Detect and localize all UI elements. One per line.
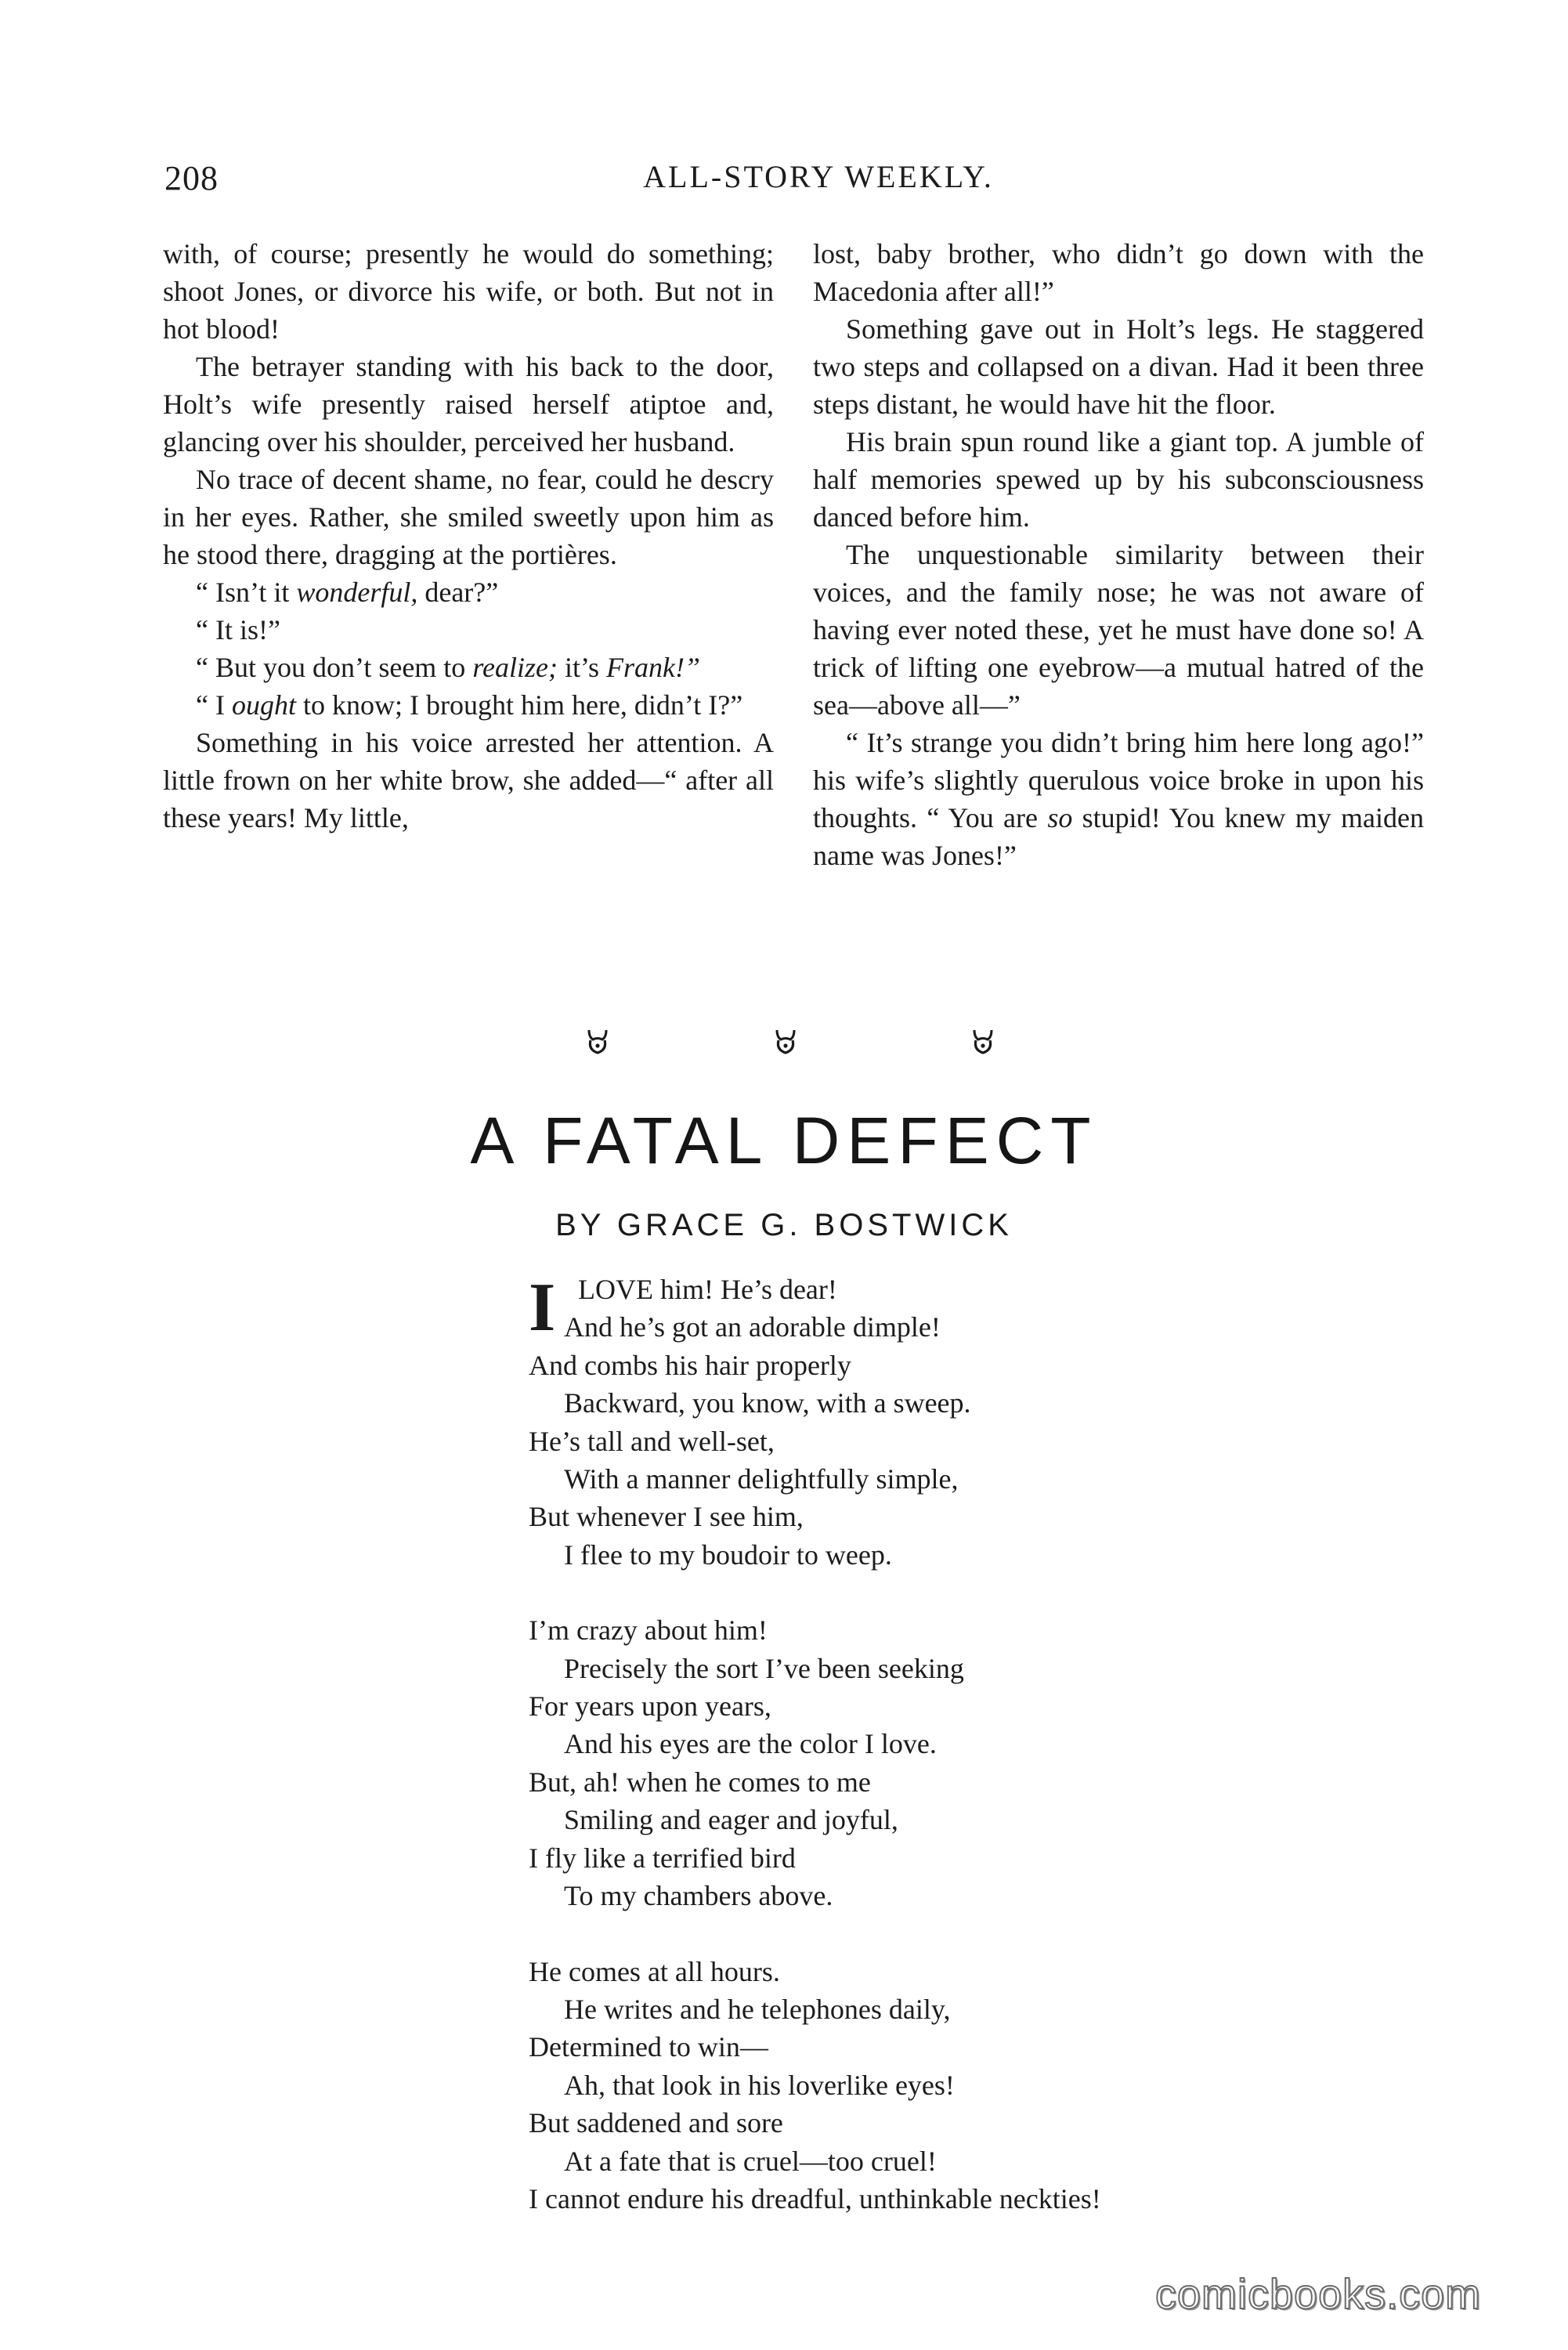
- poem-line: And combs his hair properly: [529, 1349, 851, 1381]
- poem-line: And his eyes are the color I love.: [564, 1728, 937, 1760]
- ornament-icon: [971, 1028, 995, 1054]
- poem-line: And he’s got an adorable dimple!: [564, 1311, 941, 1343]
- poem-line: Backward, you know, with a sweep.: [564, 1387, 971, 1419]
- poem-line: I fly like a terrified bird: [529, 1842, 796, 1874]
- poem-byline: BY GRACE G. BOSTWICK: [555, 1208, 1013, 1242]
- story-column-right: [813, 235, 1424, 874]
- poem-line: He writes and he telephones daily,: [564, 1993, 951, 2025]
- dialogue-text: it’s: [557, 652, 606, 683]
- poem-line: But saddened and sore: [529, 2107, 783, 2139]
- ornament-icon: [774, 1028, 797, 1054]
- poem-line: LOVE him! He’s dear!: [578, 1274, 837, 1305]
- poem-line: Ah, that look in his loverlike eyes!: [564, 2069, 955, 2101]
- story-column-left: [163, 235, 774, 837]
- story-paragraph: [163, 649, 774, 686]
- story-paragraph: Something in his voice arrested her attention. A little frown on her white brow, she added—“ after all these years! My little,: [163, 727, 774, 833]
- poem-line: With a manner delightfully simple,: [564, 1463, 959, 1495]
- poem-title: A FATAL DEFECT: [470, 1104, 1098, 1177]
- dialogue-text: “ But you don’t seem to: [196, 652, 473, 683]
- dialogue-text: stupid! You knew my maiden name was Jones!”: [813, 802, 1425, 871]
- poem-line: For years upon years,: [529, 1690, 771, 1723]
- dialogue-text: dear?”: [417, 577, 499, 608]
- running-title: ALL-STORY WEEKLY.: [643, 159, 994, 194]
- emphasis-text: so: [1047, 802, 1073, 833]
- drop-cap: I: [529, 1270, 556, 1346]
- poem-line: To my chambers above.: [564, 1880, 833, 1912]
- poem-line: I cannot endure his dreadful, unthinkable neckties!: [529, 2182, 1101, 2214]
- ornament-icon: [586, 1028, 609, 1054]
- poem-line: He’s tall and well-set,: [529, 1425, 775, 1457]
- story-paragraph: [163, 573, 774, 611]
- story-paragraph: “ It is!”: [196, 614, 280, 645]
- dialogue-text: “ Isn’t it: [196, 577, 297, 608]
- poem-line: I flee to my boudoir to weep.: [564, 1538, 892, 1571]
- story-paragraph: The betrayer standing with his back to the door, Holt’s wife presently raised herself atiptoe and, glancing over his shoulder, perceived her husband.: [163, 351, 774, 457]
- page-number: 208: [164, 159, 219, 197]
- poem-stanza: [529, 1271, 1469, 1574]
- story-paragraph: Something gave out in Holt’s legs. He staggered two steps and collapsed on a divan. Had it been three steps distant, he would have hit the floor.: [813, 313, 1424, 420]
- poem-line: But, ah! when he comes to me: [529, 1766, 871, 1798]
- poem-body: [529, 1271, 1469, 2255]
- emphasis-text: realize;: [472, 652, 558, 683]
- dialogue-text: “ It’s strange you didn’t bring him here long ago!” his wife’s slightly querulous voice broke in upon his thoughts. “ You are: [813, 727, 1424, 833]
- dialogue-text: to know; I brought him here, didn’t I?”: [295, 689, 743, 721]
- story-paragraph: The unquestionable similarity between their voices, and the family nose; he was not aware of having ever noted these, yet he must have done so! A trick of lifting one eyebrow—a mutual hatred of the sea—above all—”: [813, 539, 1424, 721]
- poem-line: Smiling and eager and joyful,: [564, 1804, 898, 1836]
- poem-stanza: [529, 1611, 1469, 1914]
- story-paragraph: [163, 686, 774, 724]
- emphasis-text: Frank!”: [605, 652, 700, 683]
- poem-line: He comes at all hours.: [529, 1955, 780, 1987]
- poem-line: I’m crazy about him!: [529, 1614, 768, 1647]
- story-paragraph: with, of course; presently he would do something; shoot Jones, or divorce his wife, or both. But not in hot blood!: [163, 238, 774, 345]
- poem-stanza: [529, 1953, 1469, 2218]
- emphasis-text: ought: [231, 689, 296, 721]
- dialogue-text: “ I: [196, 689, 232, 721]
- page-header: [164, 158, 1472, 205]
- story-paragraph: [813, 724, 1424, 874]
- poem-line: But whenever I see him,: [529, 1501, 804, 1533]
- poem-line: At a fate that is cruel—too cruel!: [564, 2145, 937, 2177]
- story-paragraph: lost, baby brother, who didn’t go down with the Macedonia after all!”: [813, 238, 1424, 307]
- poem-line: Precisely the sort I’ve been seeking: [564, 1652, 964, 1684]
- story-paragraph: His brain spun round like a giant top. A jumble of half memories spewed up by his subconsciousness danced before him.: [813, 426, 1424, 533]
- emphasis-text: wonderful,: [296, 577, 418, 608]
- site-watermark: comicbooks.com: [1155, 2271, 1482, 2318]
- poem-line: Determined to win—: [529, 2031, 768, 2063]
- section-divider: [0, 1028, 1568, 1067]
- story-paragraph: No trace of decent shame, no fear, could he descry in her eyes. Rather, she smiled sweetly upon him as he stood there, dragging at the portières.: [163, 464, 774, 570]
